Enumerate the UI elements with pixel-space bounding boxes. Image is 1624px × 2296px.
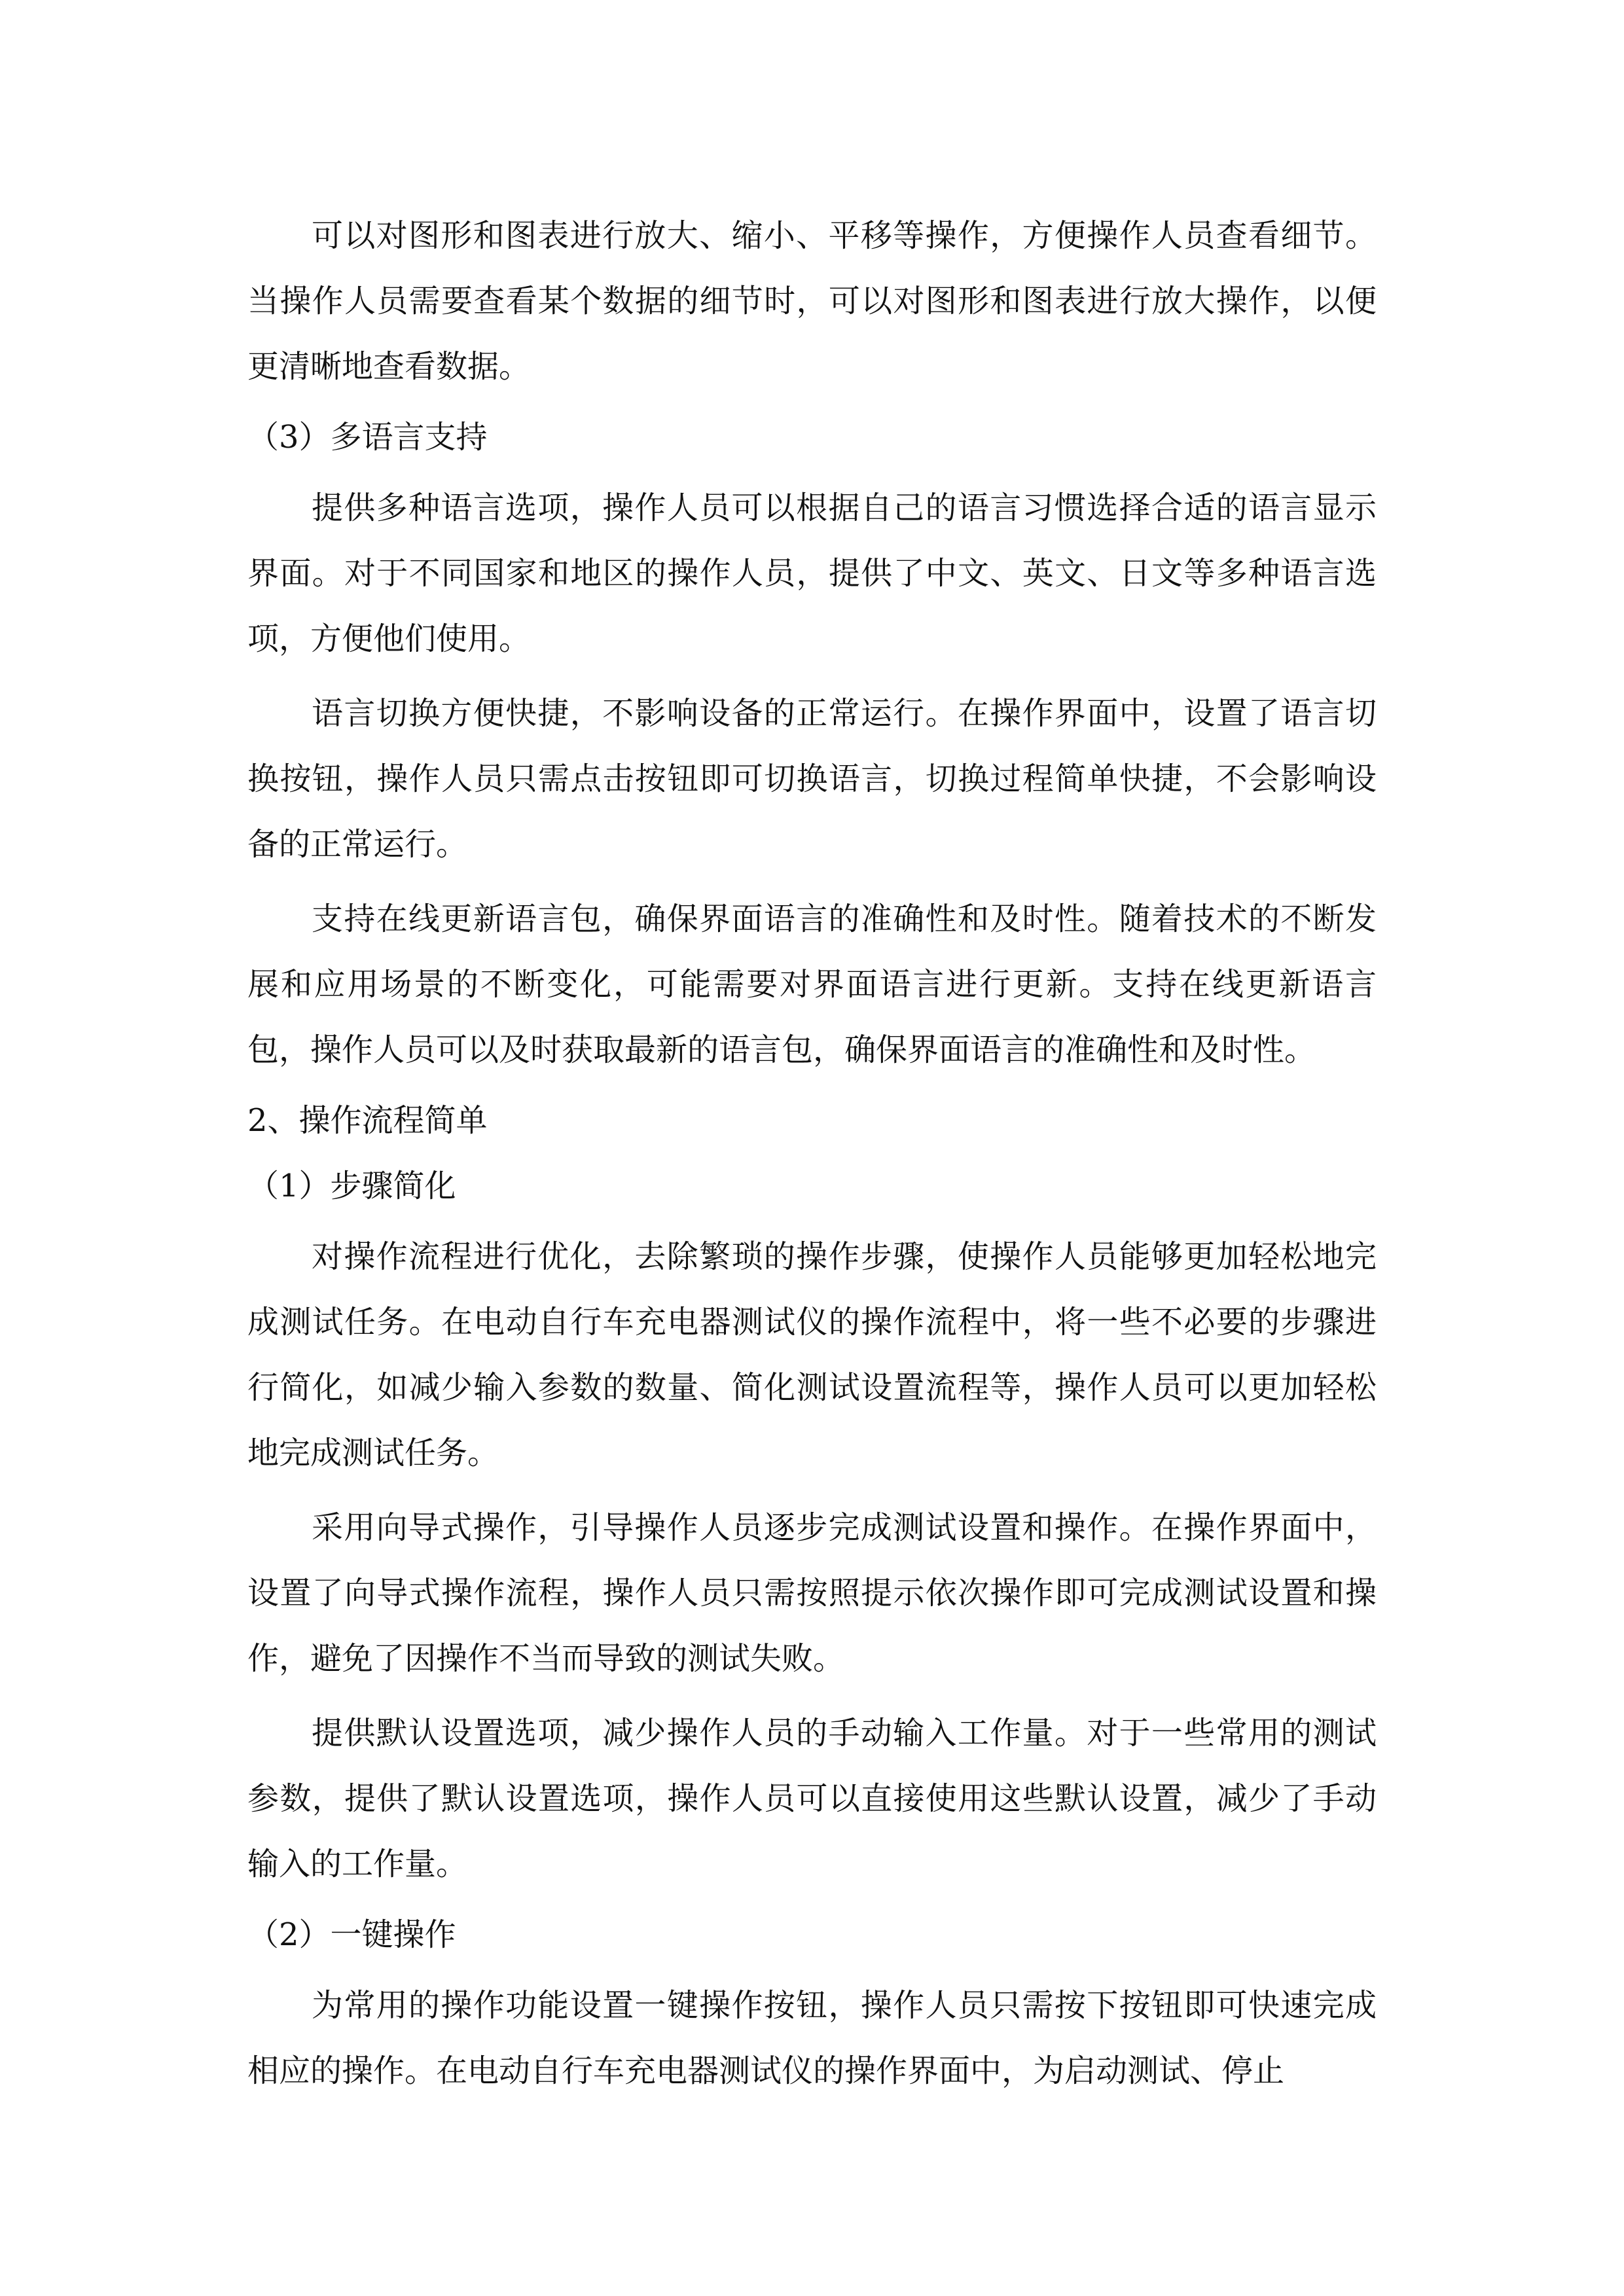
paragraph-language-switching: 语言切换方便快捷，不影响设备的正常运行。在操作界面中，设置了语言切换按钮，操作人员只需点击按钮即可切换语言，切换过程简单快捷，不会影响设备的正常运行。: [247, 695, 1377, 863]
subheading-one-key-operation: （2）一键操作: [247, 1916, 456, 1953]
paragraph-default-settings: 提供默认设置选项，减少操作人员的手动输入工作量。对于一些常用的测试参数，提供了默认设置选项，操作人员可以直接使用这些默认设置，减少了手动输入的工作量。: [247, 1715, 1377, 1882]
paragraph-one-key-buttons: 为常用的操作功能设置一键操作按钮，操作人员只需按下按钮即可快速完成相应的操作。在电动自行车充电器测试仪的操作界面中，为启动测试、停止: [247, 1987, 1377, 2089]
heading-simple-operation-flow: 2、操作流程简单: [247, 1102, 488, 1139]
subheading-step-simplification: （1）步骤简化: [247, 1168, 456, 1204]
paragraph-language-options: 提供多种语言选项，操作人员可以根据自己的语言习惯选择合适的语言显示界面。对于不同国家和地区的操作人员，提供了中文、英文、日文等多种语言选项，方便他们使用。: [247, 490, 1377, 657]
document-page: [247, 203, 1377, 2104]
subheading-multilanguage-support: （3）多语言支持: [247, 419, 488, 456]
paragraph-language-pack-update: 支持在线更新语言包，确保界面语言的准确性和及时性。随着技术的不断发展和应用场景的不断变化，可能需要对界面语言进行更新。支持在线更新语言包，操作人员可以及时获取最新的语言包，确保界面语言的准确性和及时性。: [247, 901, 1377, 1068]
paragraph-wizard-operation: 采用向导式操作，引导操作人员逐步完成测试设置和操作。在操作界面中，设置了向导式操作流程，操作人员只需按照提示依次操作即可完成测试设置和操作，避免了因操作不当而导致的测试失败。: [247, 1509, 1377, 1677]
paragraph-process-optimization: 对操作流程进行优化，去除繁琐的操作步骤，使操作人员能够更加轻松地完成测试任务。在电动自行车充电器测试仪的操作流程中，将一些不必要的步骤进行简化，如减少输入参数的数量、简化测试设置流程等，操作人员可以更加轻松地完成测试任务。: [247, 1238, 1377, 1471]
paragraph-zoom-pan: 可以对图形和图表进行放大、缩小、平移等操作，方便操作人员查看细节。当操作人员需要查看某个数据的细节时，可以对图形和图表进行放大操作，以便更清晰地查看数据。: [247, 217, 1377, 385]
